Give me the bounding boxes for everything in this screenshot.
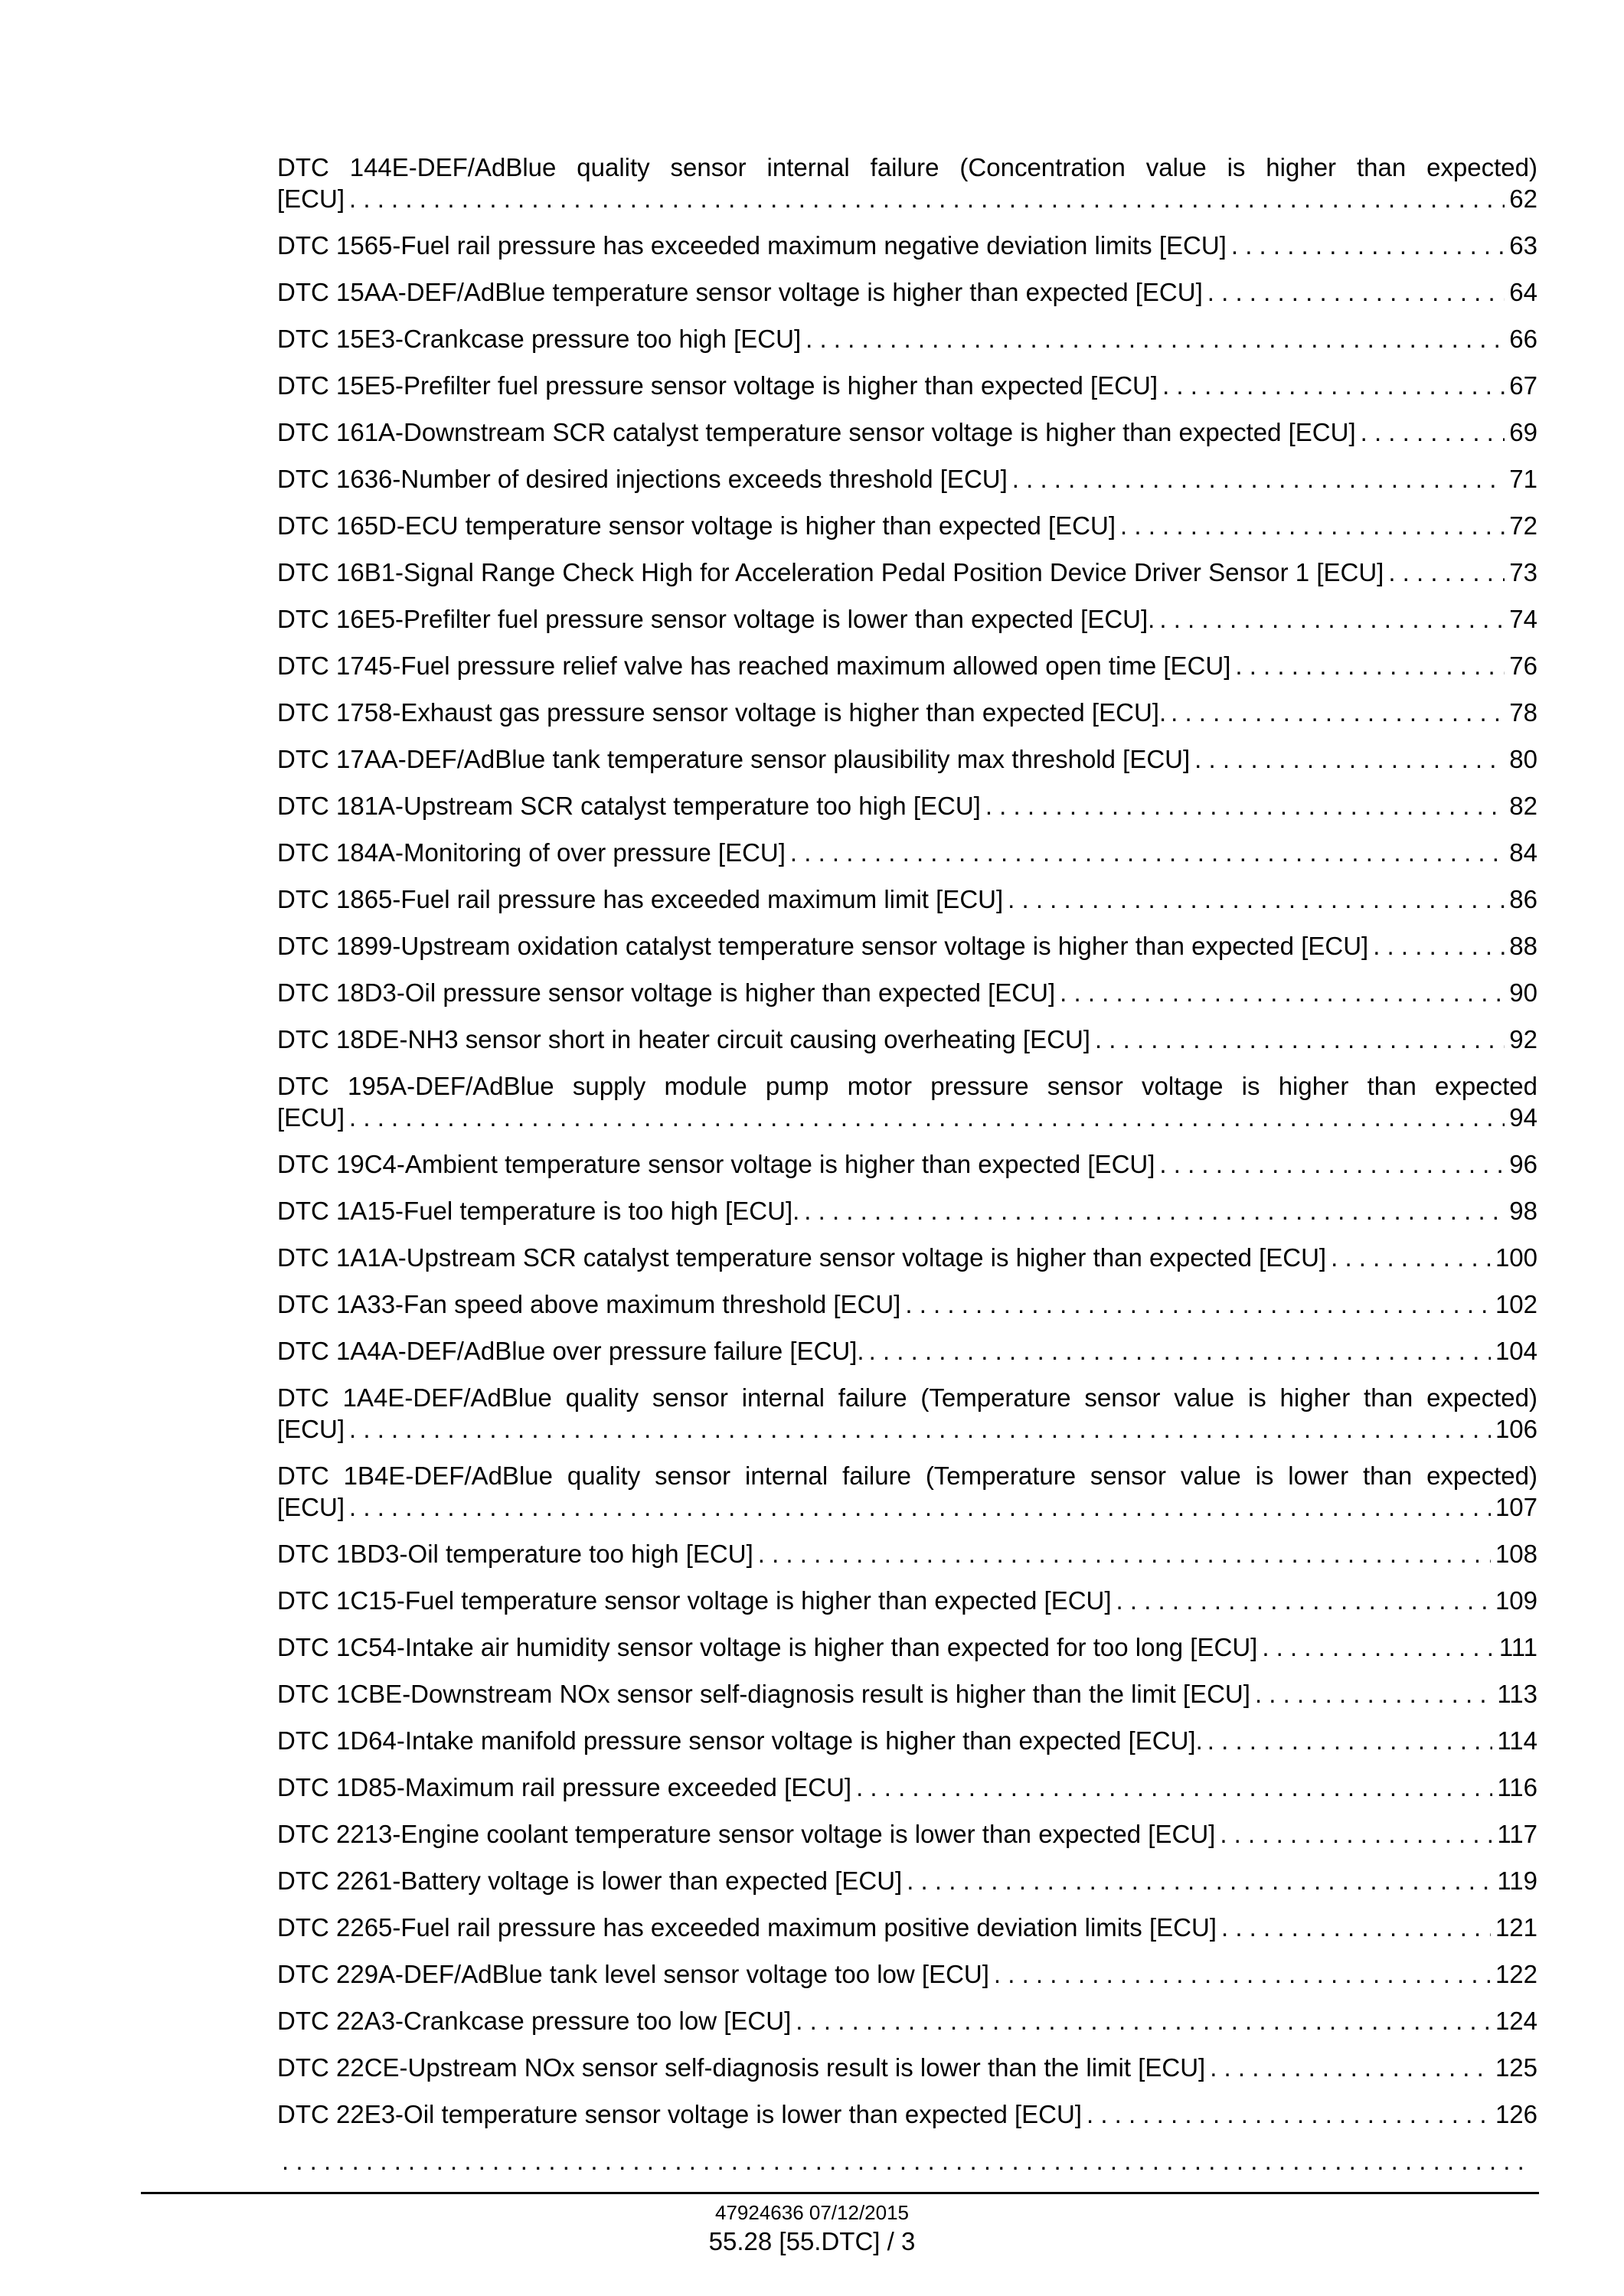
toc-entry-page: 78 — [1509, 698, 1537, 727]
dot-leader — [1086, 2098, 1491, 2130]
toc-entry-page: 84 — [1509, 838, 1537, 867]
toc-entry-title: DTC 22CE-Upstream NOx sensor self-diagnosis result is lower than the limit [ECU] — [277, 2053, 1206, 2082]
toc-entry-title: DTC 2261-Battery voltage is lower than expected [ECU] — [277, 1867, 903, 1895]
dot-leader — [1012, 463, 1505, 495]
toc-entry-page: 66 — [1509, 325, 1537, 353]
toc-entry-page: 104 — [1495, 1337, 1537, 1365]
toc-entry-page: 107 — [1495, 1493, 1537, 1521]
dot-leader — [1120, 510, 1505, 541]
toc-entry-title: DTC 165D-ECU temperature sensor voltage is higher than expected [ECU] — [277, 511, 1116, 540]
toc-entry[interactable] — [277, 1382, 1537, 1445]
dot-leader — [796, 2005, 1491, 2036]
toc-entry[interactable] — [277, 1024, 1537, 1055]
toc-entry[interactable] — [277, 152, 1537, 214]
toc-entry-title: DTC 2213-Engine coolant temperature sensor voltage is lower than expected [ECU] — [277, 1820, 1216, 1848]
toc-entry-page: 64 — [1509, 278, 1537, 306]
toc-entry-page: 74 — [1509, 605, 1537, 633]
toc-entry-page: 124 — [1495, 2007, 1537, 2035]
toc-entry-page: 92 — [1509, 1025, 1537, 1053]
toc-entry-title: DTC 1636-Number of desired injections exceeds threshold [ECU] — [277, 465, 1008, 493]
toc-entry-page: 82 — [1509, 792, 1537, 820]
toc-entry-title: DTC 161A-Downstream SCR catalyst temperature sensor voltage is higher than expected [ECU] — [277, 418, 1356, 446]
dot-leader — [1159, 1148, 1505, 1180]
toc-entry[interactable] — [277, 510, 1537, 541]
toc-entry[interactable] — [277, 1958, 1537, 1990]
dot-leader — [1171, 697, 1505, 728]
toc-entry-page: 117 — [1497, 1820, 1537, 1848]
toc-entry-page: 62 — [1509, 185, 1537, 213]
toc-entry-title: DTC 1745-Fuel pressure relief valve has reached maximum allowed open time [ECU] — [277, 652, 1231, 680]
dot-leader — [1207, 276, 1505, 308]
toc-entry-title: DTC 1A33-Fan speed above maximum threshold [ECU] — [277, 1290, 901, 1318]
toc-entry-page: 109 — [1495, 1586, 1537, 1615]
toc-entry-title-cont: [ECU] — [277, 1103, 345, 1132]
toc-entry[interactable] — [277, 416, 1537, 448]
toc-entry-title: DTC 15E5-Prefilter fuel pressure sensor voltage is higher than expected [ECU] — [277, 371, 1158, 400]
toc-entry-page: 76 — [1509, 652, 1537, 680]
footer-doc-id: 47924636 07/12/2015 — [714, 2201, 910, 2224]
toc-entry-title: DTC 1865-Fuel rail pressure has exceeded maximum limit [ECU] — [277, 885, 1004, 913]
toc-entry-title: DTC 19C4-Ambient temperature sensor voltage is higher than expected [ECU] — [277, 1150, 1155, 1178]
toc-entry-page: 122 — [1495, 1960, 1537, 1988]
dot-leader — [1116, 1585, 1491, 1616]
toc-entry-page: 102 — [1495, 1290, 1537, 1318]
toc-entry[interactable] — [277, 1148, 1537, 1180]
toc-entry[interactable] — [277, 790, 1537, 821]
toc-entry[interactable] — [277, 2052, 1537, 2083]
dot-leader — [1159, 603, 1505, 635]
toc-entry-page: 119 — [1497, 1867, 1537, 1895]
dot-leader — [282, 2145, 1533, 2177]
table-of-contents — [277, 152, 1537, 2192]
toc-entry-page: 90 — [1509, 978, 1537, 1007]
toc-entry-page: 71 — [1509, 465, 1537, 493]
toc-entry-title: DTC 1C15-Fuel temperature sensor voltage is higher than expected [ECU] — [277, 1586, 1112, 1615]
toc-entry[interactable] — [277, 1818, 1537, 1850]
toc-entry[interactable] — [277, 557, 1537, 588]
toc-entry[interactable] — [277, 1772, 1537, 1803]
toc-entry[interactable] — [277, 1288, 1537, 1320]
dot-leader — [349, 1413, 1491, 1445]
dot-leader — [907, 1865, 1492, 1896]
toc-entry-page: 114 — [1497, 1726, 1537, 1755]
toc-entry[interactable] — [277, 650, 1537, 681]
toc-entry[interactable] — [277, 2098, 1537, 2130]
toc-entry-page: 125 — [1495, 2053, 1537, 2082]
toc-entry-title: DTC 184A-Monitoring of over pressure [ECU] — [277, 838, 786, 867]
toc-entry[interactable] — [277, 603, 1537, 635]
toc-entry[interactable] — [277, 1865, 1537, 1896]
toc-entry-page: 63 — [1509, 231, 1537, 260]
dot-leader — [349, 183, 1505, 214]
toc-entry[interactable] — [277, 1538, 1537, 1569]
dot-leader — [994, 1958, 1491, 1990]
dot-leader — [869, 1335, 1491, 1367]
toc-entry-title: DTC 144E-DEF/AdBlue quality sensor internal failure (Concentration value is higher than expected) — [277, 153, 1537, 181]
toc-entry-page: 108 — [1495, 1540, 1537, 1568]
toc-entry[interactable] — [277, 1460, 1537, 1523]
toc-entry[interactable] — [277, 1725, 1537, 1756]
dot-leader — [985, 790, 1505, 821]
footer-page-ref: 55.28 [55.DTC] / 3 — [708, 2227, 916, 2255]
toc-entry-title: DTC 18D3-Oil pressure sensor voltage is higher than expected [ECU] — [277, 978, 1056, 1007]
toc-entry-title: DTC 229A-DEF/AdBlue tank level sensor voltage too low [ECU] — [277, 1960, 989, 1988]
toc-entry-title: DTC 1565-Fuel rail pressure has exceeded maximum negative deviation limits [ECU] — [277, 231, 1227, 260]
toc-entry[interactable] — [277, 837, 1537, 868]
dot-leader — [1060, 977, 1505, 1008]
dot-leader — [856, 1772, 1492, 1803]
toc-entry[interactable] — [277, 1912, 1537, 1943]
toc-entry[interactable] — [277, 276, 1537, 308]
dot-leader — [349, 1102, 1505, 1133]
toc-entry[interactable] — [277, 930, 1537, 962]
toc-entry-title-cont: [ECU] — [277, 1415, 345, 1443]
toc-entry-title: DTC 1D64-Intake manifold pressure sensor voltage is higher than expected [ECU]. — [277, 1726, 1203, 1755]
toc-entry-page: 113 — [1497, 1680, 1537, 1708]
toc-entry-title: DTC 1D85-Maximum rail pressure exceeded [ECU] — [277, 1773, 852, 1801]
toc-entry[interactable] — [277, 1195, 1537, 1226]
toc-entry[interactable] — [277, 697, 1537, 728]
toc-entry[interactable] — [277, 2005, 1537, 2036]
dot-leader — [1373, 930, 1505, 962]
toc-entry[interactable] — [277, 1242, 1537, 1273]
toc-entry[interactable] — [277, 1678, 1537, 1710]
toc-entry-page: 80 — [1509, 745, 1537, 773]
toc-entry[interactable] — [277, 370, 1537, 401]
toc-entry-title: DTC 18DE-NH3 sensor short in heater circuit causing overheating [ECU] — [277, 1025, 1090, 1053]
dot-leader — [1388, 557, 1505, 588]
dot-leader — [1008, 883, 1505, 915]
dot-leader — [1221, 1912, 1491, 1943]
toc-entry-page: 121 — [1495, 1913, 1537, 1942]
toc-entry-title: DTC 1A4E-DEF/AdBlue quality sensor internal failure (Temperature sensor value is higher than expected) — [277, 1383, 1537, 1412]
toc-entry-page: 88 — [1509, 932, 1537, 960]
toc-entry[interactable] — [277, 1335, 1537, 1367]
toc-entry-page: 126 — [1495, 2100, 1537, 2128]
toc-entry-page: 86 — [1509, 885, 1537, 913]
toc-entry[interactable] — [277, 743, 1537, 775]
dot-leader — [1162, 370, 1505, 401]
dot-leader — [758, 1538, 1491, 1569]
toc-entry[interactable] — [277, 883, 1537, 915]
toc-entry-page: 98 — [1509, 1197, 1537, 1225]
toc-entry-title: DTC 181A-Upstream SCR catalyst temperature too high [ECU] — [277, 792, 981, 820]
dot-leader — [1231, 230, 1505, 261]
dot-leader — [790, 837, 1505, 868]
dot-leader — [1262, 1631, 1495, 1663]
footer-divider — [141, 2192, 1539, 2194]
toc-entry[interactable] — [277, 323, 1537, 354]
dot-leader — [1220, 1818, 1492, 1850]
toc-entry-title: DTC 1A15-Fuel temperature is too high [ECU]. — [277, 1197, 800, 1225]
dot-leader — [1361, 416, 1505, 448]
toc-entry-page: 116 — [1497, 1773, 1537, 1801]
toc-entry[interactable] — [277, 463, 1537, 495]
toc-entry[interactable] — [277, 1631, 1537, 1663]
toc-entry-title: DTC 1BD3-Oil temperature too high [ECU] — [277, 1540, 753, 1568]
toc-entry-title: DTC 16E5-Prefilter fuel pressure sensor voltage is lower than expected [ECU]. — [277, 605, 1155, 633]
dot-leader — [1235, 650, 1505, 681]
toc-entry-page: 72 — [1509, 511, 1537, 540]
toc-entry-title: DTC 17AA-DEF/AdBlue tank temperature sensor plausibility max threshold [ECU] — [277, 745, 1191, 773]
toc-entry-title: DTC 195A-DEF/AdBlue supply module pump motor pressure sensor voltage is higher than expected — [277, 1072, 1537, 1100]
toc-entry-title-cont: [ECU] — [277, 1493, 345, 1521]
toc-entry[interactable] — [277, 977, 1537, 1008]
toc-entry-title: DTC 2265-Fuel rail pressure has exceeded maximum positive deviation limits [ECU] — [277, 1913, 1217, 1942]
toc-entry-title: DTC 1A4A-DEF/AdBlue over pressure failure [ECU]. — [277, 1337, 864, 1365]
toc-entry-page: 67 — [1509, 371, 1537, 400]
toc-entry-title-cont: [ECU] — [277, 185, 345, 213]
dot-leader — [1255, 1678, 1492, 1710]
toc-entry-title: DTC 1B4E-DEF/AdBlue quality sensor internal failure (Temperature sensor value is lower than expected) — [277, 1462, 1537, 1490]
dot-leader — [1194, 743, 1505, 775]
toc-entry-title: DTC 16B1-Signal Range Check High for Acceleration Pedal Position Device Driver Sensor 1 [ECU] — [277, 558, 1384, 586]
toc-entry-page: 106 — [1495, 1415, 1537, 1443]
toc-entry-title: DTC 22A3-Crankcase pressure too low [ECU] — [277, 2007, 792, 2035]
toc-entry-title: DTC 1CBE-Downstream NOx sensor self-diagnosis result is higher than the limit [ECU] — [277, 1680, 1250, 1708]
toc-entry-page: 96 — [1509, 1150, 1537, 1178]
toc-entry-title: DTC 15E3-Crankcase pressure too high [ECU] — [277, 325, 802, 353]
toc-entry-title: DTC 15AA-DEF/AdBlue temperature sensor voltage is higher than expected [ECU] — [277, 278, 1203, 306]
dot-leader — [804, 1195, 1505, 1226]
toc-entry-title: DTC 22E3-Oil temperature sensor voltage is lower than expected [ECU] — [277, 2100, 1082, 2128]
dot-leader — [905, 1288, 1491, 1320]
dot-leader — [1210, 2052, 1491, 2083]
toc-entry-page: 69 — [1509, 418, 1537, 446]
toc-entry[interactable] — [277, 1585, 1537, 1616]
dot-leader — [1331, 1242, 1491, 1273]
toc-entry[interactable] — [277, 230, 1537, 261]
toc-entry-title: DTC 1758-Exhaust gas pressure sensor voltage is higher than expected [ECU]. — [277, 698, 1167, 727]
toc-entry-title: DTC 1C54-Intake air humidity sensor voltage is higher than expected for too long [ECU] — [277, 1633, 1258, 1661]
dot-leader — [349, 1491, 1491, 1523]
dot-leader — [1095, 1024, 1505, 1055]
toc-entry-page: 73 — [1509, 558, 1537, 586]
toc-entry-title: DTC 1A1A-Upstream SCR catalyst temperature sensor voltage is higher than expected [ECU] — [277, 1243, 1327, 1272]
toc-entry-page: 111 — [1498, 1633, 1537, 1661]
toc-entry[interactable] — [277, 2145, 1537, 2177]
dot-leader — [1207, 1725, 1493, 1756]
toc-entry-page: 94 — [1509, 1103, 1537, 1132]
toc-entry-title: DTC 1899-Upstream oxidation catalyst temperature sensor voltage is higher than expected [ECU] — [277, 932, 1369, 960]
toc-entry[interactable] — [277, 1070, 1537, 1133]
toc-entry-page: 100 — [1495, 1243, 1537, 1272]
dot-leader — [805, 323, 1505, 354]
